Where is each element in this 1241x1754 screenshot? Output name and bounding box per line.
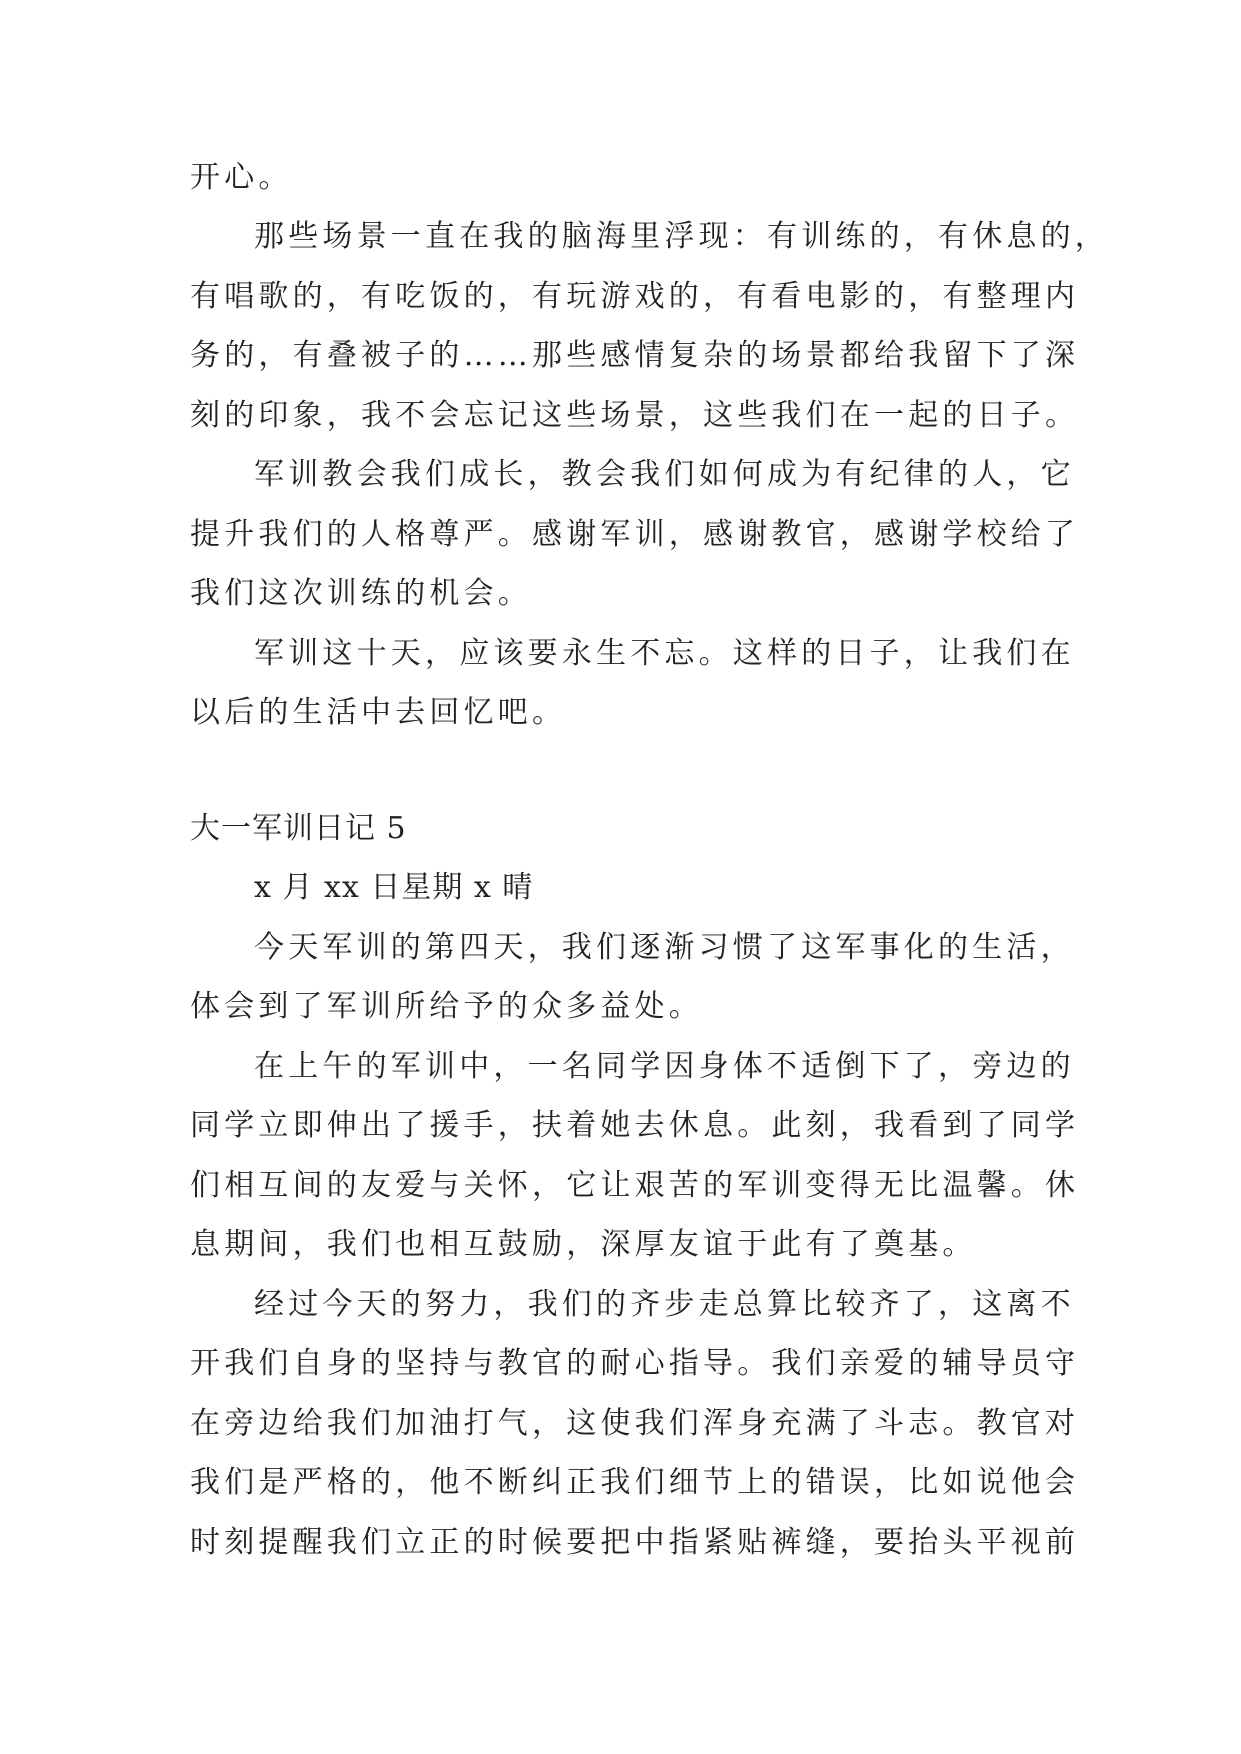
paragraph-line: 开我们自身的坚持与教官的耐心指导。我们亲爱的辅导员守 [190, 1346, 1080, 1381]
date-line: x 月 xx 日星期 x 晴 [254, 870, 534, 905]
paragraph-line: 务的，有叠被子的……那些感情复杂的场景都给我留下了深 [190, 338, 1080, 373]
paragraph-line: 开心。 [190, 160, 293, 195]
paragraph-line: 以后的生活中去回忆吧。 [190, 695, 567, 730]
paragraph-line: 今天军训的第四天，我们逐渐习惯了这军事化的生活， [254, 930, 1075, 965]
paragraph-line: 同学立即伸出了援手，扶着她去休息。此刻，我看到了同学 [190, 1108, 1080, 1143]
section-title: 大一军训日记 5 [190, 811, 407, 846]
paragraph-line: 那些场景一直在我的脑海里浮现：有训练的，有休息的， [254, 219, 1109, 254]
paragraph-line: 在旁边给我们加油打气，这使我们浑身充满了斗志。教官对 [190, 1406, 1080, 1441]
paragraph-line: 军训这十天，应该要永生不忘。这样的日子，让我们在 [254, 636, 1075, 671]
paragraph-line: 刻的印象，我不会忘记这些场景，这些我们在一起的日子。 [190, 398, 1080, 433]
paragraph-line: 军训教会我们成长，教会我们如何成为有纪律的人，它 [254, 457, 1075, 492]
paragraph-line: 时刻提醒我们立正的时候要把中指紧贴裤缝，要抬头平视前 [190, 1525, 1080, 1560]
paragraph-line: 息期间，我们也相互鼓励，深厚友谊于此有了奠基。 [190, 1227, 977, 1262]
paragraph-line: 在上午的军训中，一名同学因身体不适倒下了，旁边的 [254, 1049, 1075, 1084]
paragraph-line: 有唱歌的，有吃饭的，有玩游戏的，有看电影的，有整理内 [190, 279, 1080, 314]
paragraph-line: 体会到了军训所给予的众多益处。 [190, 989, 703, 1024]
paragraph-line: 经过今天的努力，我们的齐步走总算比较齐了，这离不 [254, 1287, 1075, 1322]
paragraph-line: 我们这次训练的机会。 [190, 576, 532, 611]
paragraph-line: 们相互间的友爱与关怀，它让艰苦的军训变得无比温馨。休 [190, 1168, 1080, 1203]
paragraph-line: 提升我们的人格尊严。感谢军训，感谢教官，感谢学校给了 [190, 517, 1080, 552]
paragraph-line: 我们是严格的，他不断纠正我们细节上的错误，比如说他会 [190, 1465, 1080, 1500]
